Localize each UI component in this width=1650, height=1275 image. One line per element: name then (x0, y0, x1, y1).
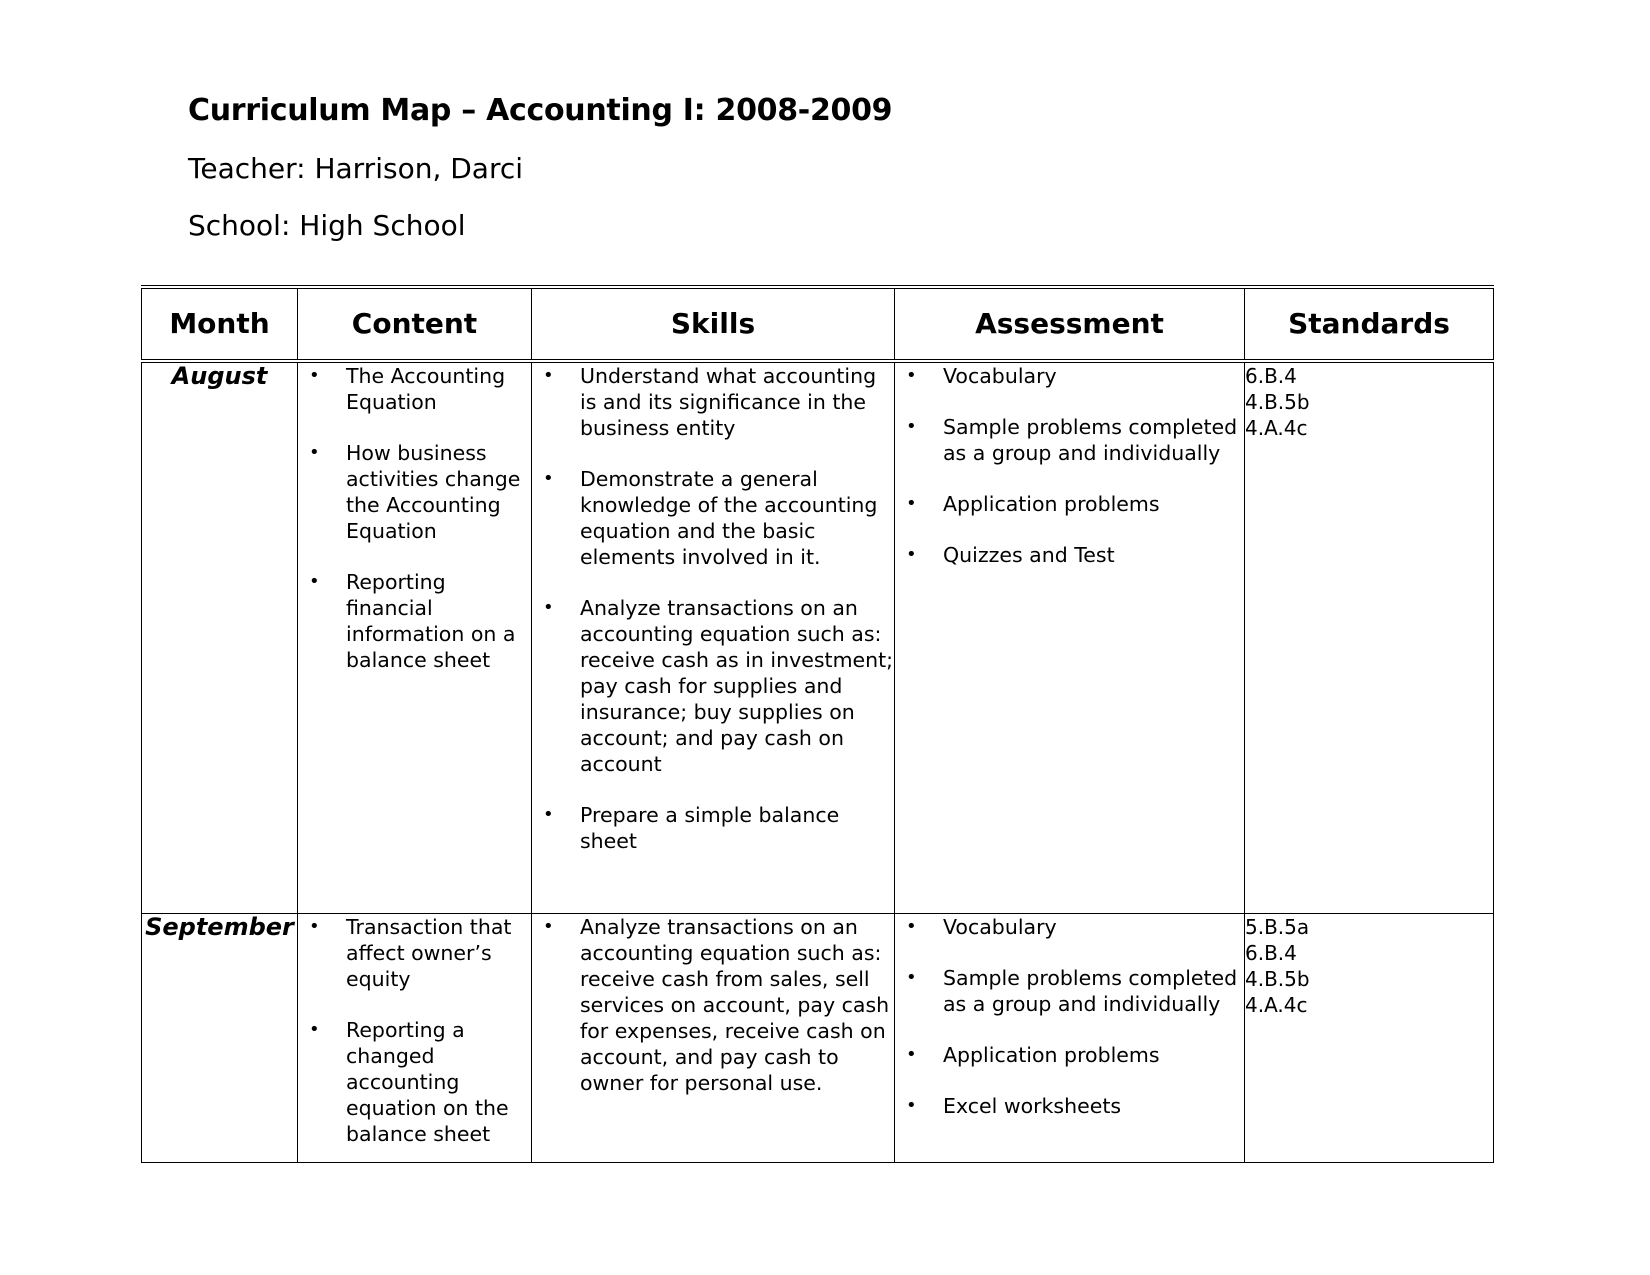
month-cell: September (142, 914, 298, 1163)
list-item: • Reporting financial information on a balance sheet (298, 569, 531, 673)
assessment-cell (895, 361, 1245, 914)
skills-cell (532, 361, 895, 914)
list-item: • Sample problems completed as a group and individually (895, 965, 1244, 1017)
content-list (298, 363, 531, 673)
list-item: • Analyze transactions on an accounting equation such as: receive cash from sales, sell services on account, pay cash for expenses, receive cash on account, and pay cash to owner for personal use. (532, 914, 894, 1096)
list-item: • Transaction that affect owner’s equity (298, 914, 531, 992)
content-list (298, 914, 531, 1147)
standard-code: 4.B.5b (1245, 390, 1310, 414)
header-assessment: Assessment (895, 287, 1245, 361)
table-row-august (142, 361, 1494, 914)
list-item: • Prepare a simple balance sheet (532, 802, 894, 854)
list-item: • Sample problems completed as a group and individually (895, 414, 1244, 466)
standards-cell (1245, 914, 1494, 1163)
teacher-line: Teacher: Harrison, Darci (188, 151, 524, 185)
skills-list (532, 363, 894, 854)
skills-list (532, 914, 894, 1096)
list-item: • Understand what accounting is and its significance in the business entity (532, 363, 894, 441)
list-item: • Application problems (895, 1042, 1244, 1068)
list-item: • Demonstrate a general knowledge of the accounting equation and the basic elements involved in it. (532, 466, 894, 570)
list-item: • Application problems (895, 491, 1244, 517)
list-item: • The Accounting Equation (298, 363, 531, 415)
standard-code: 4.B.5b (1245, 967, 1310, 991)
standard-code: 4.A.4c (1245, 993, 1308, 1017)
curriculum-table (141, 285, 1494, 1163)
content-cell (298, 914, 532, 1163)
header-content: Content (298, 287, 532, 361)
standard-code: 6.B.4 (1245, 941, 1297, 965)
table-row-september (142, 914, 1494, 1163)
assessment-list (895, 363, 1244, 568)
assessment-cell (895, 914, 1245, 1163)
document-header (188, 92, 892, 243)
standard-code: 5.B.5a (1245, 915, 1310, 939)
header-skills: Skills (532, 287, 895, 361)
list-item: • Vocabulary (895, 363, 1244, 389)
standards-cell (1245, 361, 1494, 914)
assessment-list (895, 914, 1244, 1119)
header-month: Month (142, 287, 298, 361)
list-item: • How business activities change the Accounting Equation (298, 440, 531, 544)
month-cell: August (142, 361, 298, 914)
school-line: School: High School (188, 208, 466, 242)
content-cell (298, 361, 532, 914)
list-item: • Analyze transactions on an accounting equation such as: receive cash as in investment; pay cash for supplies and insurance; buy supplies on account; and pay cash on account (532, 595, 894, 777)
skills-cell (532, 914, 895, 1163)
list-item: • Vocabulary (895, 914, 1244, 940)
standard-code: 4.A.4c (1245, 416, 1308, 440)
standard-code: 6.B.4 (1245, 364, 1297, 388)
document-title: Curriculum Map – Accounting I: 2008-2009 (188, 93, 893, 128)
list-item: • Excel worksheets (895, 1093, 1244, 1119)
table-header-row (142, 287, 1494, 361)
list-item: • Reporting a changed accounting equation on the balance sheet (298, 1017, 531, 1147)
header-standards: Standards (1245, 287, 1494, 361)
list-item: • Quizzes and Test (895, 542, 1244, 568)
